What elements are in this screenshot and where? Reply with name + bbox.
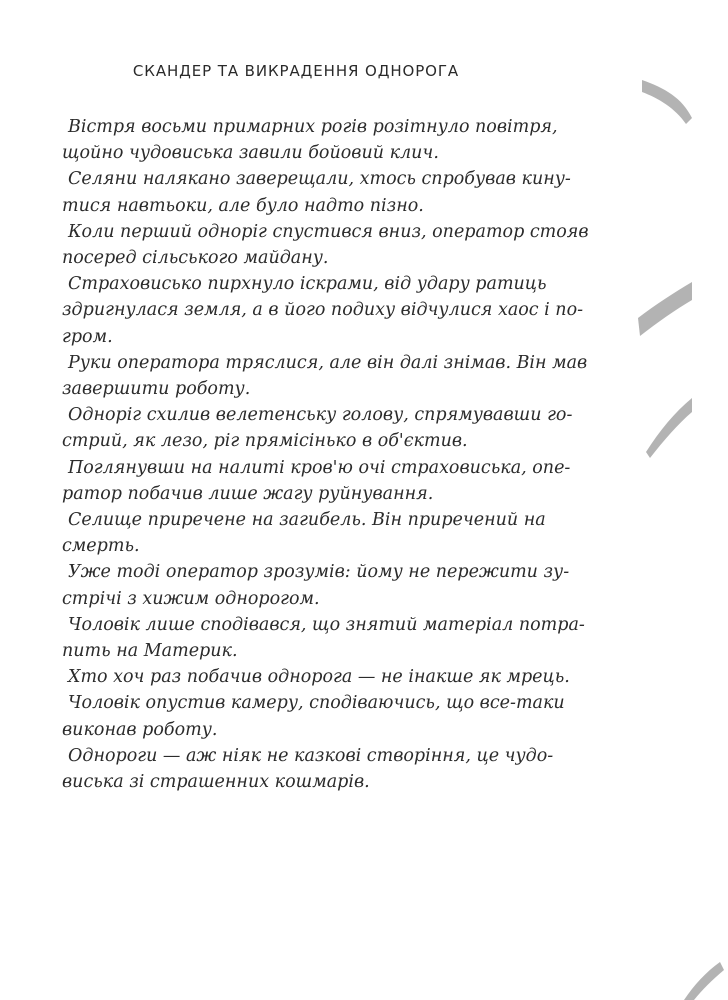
text-line: Коли перший однoріг спустився вниз, оператор стояв [68,221,589,242]
text-line: виконав роботу. [62,719,218,740]
text-line: Селяни налякано заверещали, хтось спробував кину- [68,169,571,190]
text-line: здригнулася земля, а в його подиху відчулися хаос і по- [62,300,584,321]
text-line: пить на Материк. [62,641,238,662]
paragraph [62,114,558,166]
paragraph [62,455,571,507]
paragraph [62,350,588,402]
text-line: тися навтьоки, але було надто пізно. [62,195,424,216]
paragraph [62,559,570,611]
edge-stroke-middle [638,282,692,336]
text-line: стрий, як лезо, ріг прямісінько в об'єктив. [62,431,468,452]
text-line: Хто хоч раз побачив однорога — не інакше як мрець. [68,667,570,688]
text-line: ратор побачив лише жагу руйнування. [62,483,434,504]
text-line: смерть. [62,536,140,557]
text-line: Страховисько пирхнуло іскрами, від удару ратиць [68,274,547,295]
edge-stroke-lower [646,398,692,458]
text-line: Чоловік опустив камеру, сподіваючись, що все-таки [68,693,565,714]
text-line: Руки оператора тряслися, але він далі знімав. Він мав [68,352,588,373]
paragraph [62,166,571,218]
text-line: посеред сільського майдану. [62,248,329,269]
edge-stroke-top [642,80,692,124]
body-text [62,114,589,795]
text-line: щойно чудовиська завили бойовий клич. [62,143,439,164]
paragraph [62,612,585,664]
edge-stroke-bottom [684,962,724,1000]
text-line: завершити роботу. [62,379,251,400]
text-line: стрічі з хижим однорогом. [62,588,320,609]
text-line: Однороги — аж ніяк не казкові створіння, це чудо- [68,745,554,766]
text-line: гром. [62,326,113,347]
paragraph [62,743,558,795]
text-line: виська зі страшенних кошмарів. [62,772,370,793]
paragraph [62,507,558,559]
paragraph [62,219,589,271]
text-line: Вістря восьми примарних рогів розітнуло повітря, [68,117,558,137]
text-line: Однoріг схилив велетенську голову, спрямувавши го- [68,405,573,426]
text-line: Чоловік лише сподівався, що знятий матеріал потра- [68,614,585,635]
text-line: Уже тоді оператор зрозумів: йому не пережити зу- [68,562,570,583]
paragraph [62,690,565,742]
text-line: Селище приречене на загибель. Він приречений на [68,510,546,531]
running-header: СКАНДЕР ТА ВИКРАДЕННЯ ОДНОРОГА [132,62,460,80]
text-line: Поглянувши на налиті кров'ю очі страховиська, опе- [68,457,571,478]
paragraph [62,271,584,350]
paragraph [62,402,573,454]
paragraph [68,664,570,690]
decorative-edge-strokes [620,0,728,1000]
